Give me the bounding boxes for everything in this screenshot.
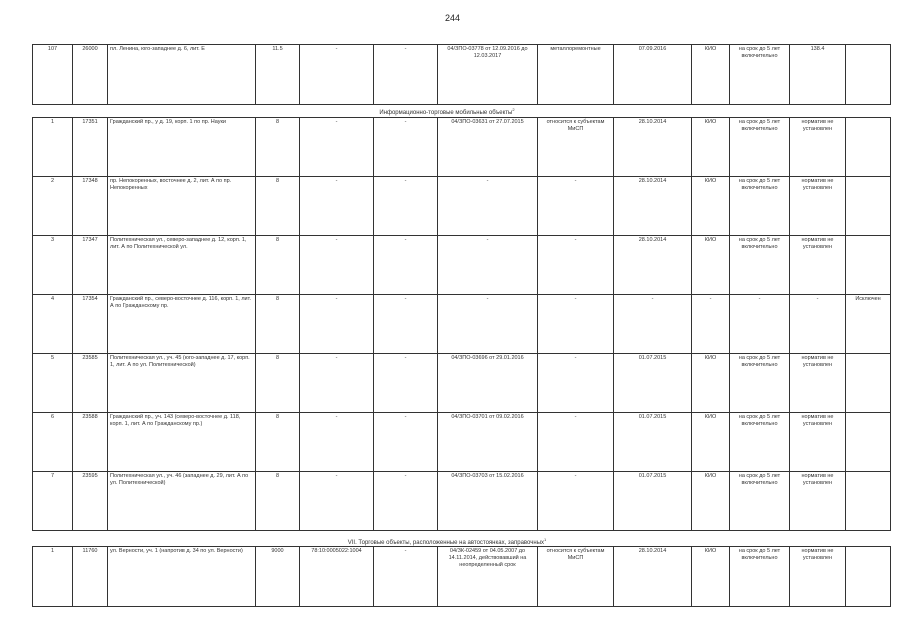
cell: - — [438, 236, 538, 295]
cell: 17347 — [73, 236, 108, 295]
cell: 11760 — [73, 547, 108, 607]
cell: 17348 — [73, 177, 108, 236]
cell: 1 — [33, 118, 73, 177]
table-row — [33, 547, 891, 607]
cell: - — [538, 177, 614, 236]
table-row — [33, 413, 891, 472]
cell: 1 — [33, 547, 73, 607]
cell: 28.10.2014 — [614, 177, 692, 236]
cell: относится к субъектам МиСП — [538, 118, 614, 177]
cell: на срок до 5 лет включительно — [730, 413, 790, 472]
cell: - — [438, 295, 538, 354]
cell: - — [692, 295, 730, 354]
cell: 04/ЗПО-03778 от 12.09.2016 до 12.03.2017 — [438, 45, 538, 105]
table-section-2 — [32, 546, 891, 607]
cell: - — [300, 413, 374, 472]
table-section-1 — [32, 117, 891, 531]
cell: 04/ЗПО-03696 от 29.01.2016 — [438, 354, 538, 413]
table-row — [33, 354, 891, 413]
cell: КИО — [692, 177, 730, 236]
cell: 8 — [256, 472, 300, 531]
cell: Гражданский пр., у д. 19, корп. 1 по пр. Науки — [108, 118, 256, 177]
cell: - — [374, 547, 438, 607]
cell: - — [374, 118, 438, 177]
cell: норматив не установлен — [790, 118, 846, 177]
cell: 3 — [33, 236, 73, 295]
cell — [846, 45, 891, 105]
cell — [846, 118, 891, 177]
cell: 9000 — [256, 547, 300, 607]
cell: 04/ЗПО-03631 от 27.07.2015 — [438, 118, 538, 177]
cell: 04/ЗПО-03701 от 09.02.2016 — [438, 413, 538, 472]
cell: норматив не установлен — [790, 472, 846, 531]
cell: - — [790, 295, 846, 354]
cell: - — [300, 118, 374, 177]
cell: на срок до 5 лет включительно — [730, 354, 790, 413]
cell: 6 — [33, 413, 73, 472]
cell: - — [730, 295, 790, 354]
cell: 2 — [33, 177, 73, 236]
cell: ул. Верности, уч. 1 (напротив д. 34 по ул. Верности) — [108, 547, 256, 607]
table-row — [33, 177, 891, 236]
cell: Гражданский пр., северо-восточнее д. 116, корп. 1, лит. А по Гражданскому пр. — [108, 295, 256, 354]
cell: 28.10.2014 — [614, 118, 692, 177]
cell: 17351 — [73, 118, 108, 177]
cell: 107 — [33, 45, 73, 105]
table-top — [32, 44, 891, 105]
cell: - — [300, 236, 374, 295]
cell: на срок до 5 лет включительно — [730, 236, 790, 295]
cell: - — [300, 177, 374, 236]
cell: - — [300, 354, 374, 413]
cell: 11.5 — [256, 45, 300, 105]
cell: 138.4 — [790, 45, 846, 105]
page-number: 244 — [444, 13, 461, 23]
cell: КИО — [692, 236, 730, 295]
table-row — [33, 45, 891, 105]
cell: 78:10:0005022:1004 — [300, 547, 374, 607]
cell: 04/ЗПО-03703 от 15.02.2016 — [438, 472, 538, 531]
cell: 8 — [256, 118, 300, 177]
cell: 01.07.2015 — [614, 413, 692, 472]
cell: - — [374, 472, 438, 531]
cell — [846, 472, 891, 531]
cell: Гражданский пр., уч. 143 (северо-восточнее д. 118, корп. 1, лит. А по Гражданскому пр.) — [108, 413, 256, 472]
cell: - — [300, 295, 374, 354]
cell: 01.07.2015 — [614, 472, 692, 531]
cell: - — [300, 472, 374, 531]
cell: 07.09.2016 — [614, 45, 692, 105]
cell: норматив не установлен — [790, 177, 846, 236]
table-row — [33, 118, 891, 177]
cell: КИО — [692, 45, 730, 105]
cell: 8 — [256, 295, 300, 354]
cell: 17354 — [73, 295, 108, 354]
cell: 23595 — [73, 472, 108, 531]
section-title: Информационно-торговые мобильные объекты$^2$ — [379, 107, 515, 116]
cell: на срок до 5 лет включительно — [730, 118, 790, 177]
cell: КИО — [692, 354, 730, 413]
cell: 8 — [256, 413, 300, 472]
cell: Политехническая ул., уч. 46 (западнее д. 29, лит. А по ул. Политехнической) — [108, 472, 256, 531]
cell: на срок до 5 лет включительно — [730, 177, 790, 236]
cell — [846, 413, 891, 472]
cell: Политехническая ул., уч. 45 (юго-западнее д. 17, корп. 1, лит. А по ул. Политехнической) — [108, 354, 256, 413]
cell: - — [538, 236, 614, 295]
cell: 23585 — [73, 354, 108, 413]
cell: - — [374, 354, 438, 413]
section-title: VII. Торговые объекты, расположенные на автостоянках, заправочных$^1$ — [347, 537, 547, 546]
cell: - — [300, 45, 374, 105]
cell: относится к субъектам МиСП — [538, 547, 614, 607]
cell: 28.10.2014 — [614, 236, 692, 295]
cell: КИО — [692, 547, 730, 607]
cell: 4 — [33, 295, 73, 354]
cell: КИО — [692, 118, 730, 177]
cell: - — [538, 295, 614, 354]
table-row — [33, 472, 891, 531]
cell: - — [538, 413, 614, 472]
cell — [846, 236, 891, 295]
cell: - — [614, 295, 692, 354]
cell: на срок до 5 лет включительно — [730, 547, 790, 607]
cell: 26000 — [73, 45, 108, 105]
cell: металлоремонтные — [538, 45, 614, 105]
cell: - — [374, 236, 438, 295]
cell — [846, 547, 891, 607]
cell: 8 — [256, 354, 300, 413]
cell: 23588 — [73, 413, 108, 472]
cell: 01.07.2015 — [614, 354, 692, 413]
cell: 04/ЗК-02459 от 04.05.2007 до 14.11.2014, действовавший на неопределенный срок — [438, 547, 538, 607]
cell: на срок до 5 лет включительно — [730, 45, 790, 105]
cell: - — [374, 295, 438, 354]
cell: норматив не установлен — [790, 413, 846, 472]
cell: Исключен — [846, 295, 891, 354]
cell: 8 — [256, 177, 300, 236]
cell — [846, 354, 891, 413]
cell: - — [374, 413, 438, 472]
cell: 28.10.2014 — [614, 547, 692, 607]
cell: - — [374, 177, 438, 236]
cell: 5 — [33, 354, 73, 413]
cell: Политехническая ул., северо-западнее д. 12, корп. 1, лит. А по Политехнической ул. — [108, 236, 256, 295]
cell: норматив не установлен — [790, 547, 846, 607]
cell: норматив не установлен — [790, 236, 846, 295]
cell: 7 — [33, 472, 73, 531]
cell: - — [538, 354, 614, 413]
cell: - — [538, 472, 614, 531]
cell: на срок до 5 лет включительно — [730, 472, 790, 531]
cell: КИО — [692, 413, 730, 472]
cell: - — [438, 177, 538, 236]
cell: пр. Непокоренных, восточнее д. 2, лит. А по пр. Непокоренных — [108, 177, 256, 236]
cell: - — [374, 45, 438, 105]
cell — [846, 177, 891, 236]
cell: норматив не установлен — [790, 354, 846, 413]
cell: КИО — [692, 472, 730, 531]
cell: пл. Ленина, юго-западнее д. 6, лит. Е — [108, 45, 256, 105]
table-row — [33, 295, 891, 354]
table-row — [33, 236, 891, 295]
cell: 8 — [256, 236, 300, 295]
